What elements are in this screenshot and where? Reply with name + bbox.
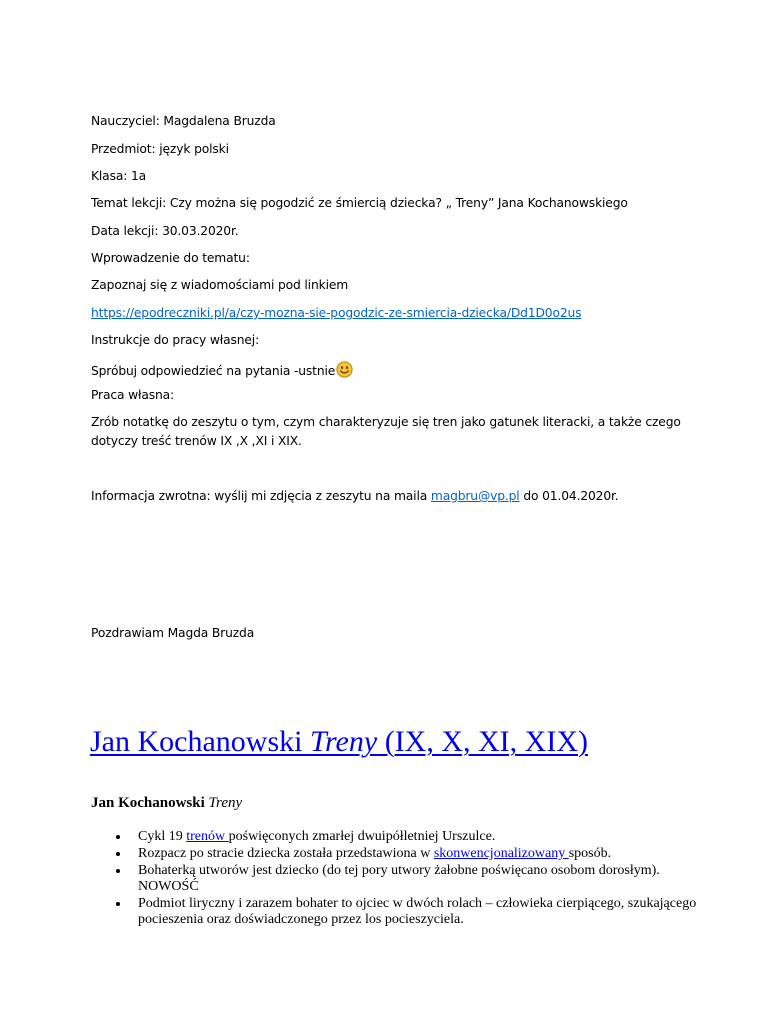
article-subtitle-prefix: Jan Kochanowski [91,795,209,811]
list-item [114,846,714,862]
instructions-text: Spróbuj odpowiedzieć na pytania -ustnie [91,364,336,378]
article-subtitle-italic: Treny [208,795,243,811]
bullet-icon [116,869,120,873]
feedback-suffix: do 01.04.2020r. [519,489,619,503]
smiley-face-icon [336,361,353,382]
bullet-text: poświęconych zmarłej dwuipółletniej Urszulce. [228,829,496,844]
article-subtitle [91,793,242,813]
own-work-heading: Praca własna: [91,388,175,402]
greeting-line: Pozdrawiam Magda Bruzda [91,626,255,640]
bullet-text: Cykl 19 [138,829,187,844]
subject-line: Przedmiot: język polski [91,142,229,156]
instructions-line [91,361,353,382]
feedback-line [91,488,619,504]
bullet-icon [116,835,120,839]
feedback-prefix: Informacja zwrotna: wyślij mi zdjęcia z zeszytu na maila [91,489,431,503]
list-item [114,896,714,928]
list-item [114,863,714,895]
trenow-link[interactable]: trenów [186,829,229,844]
intro-text: Zapoznaj się z wiadomościami pod linkiem [91,278,349,292]
class-line: Klasa: 1a [91,169,147,183]
bullet-text: Podmiot liryczny i zarazem bohater to ojciec w dwóch rolach – człowieka cierpiącego, szukającego pocieszenia oraz doświadczonego przez los pocieszyciela. [138,896,697,927]
article-title-prefix: Jan Kochanowski [90,725,310,758]
instructions-heading: Instrukcje do pracy własnej: [91,333,260,347]
bullet-icon [116,902,120,906]
topic-line: Temat lekcji: Czy można się pogodzić ze śmiercią dziecka? „ Treny” Jana Kochanowskiego [91,196,628,210]
bullet-text: sposób. [568,846,612,861]
skonwencjonalizowany-link[interactable]: skonwencjonalizowany [433,846,569,861]
intro-heading: Wprowadzenie do tematu: [91,251,250,265]
article-title-italic: Treny [309,725,378,758]
feedback-email-link[interactable]: magbru@vp.pl [430,489,520,503]
intro-link[interactable]: https://epodreczniki.pl/a/czy-mozna-sie-pogodzic-ze-smiercia-dziecka/Dd1D0o2us [91,306,582,320]
date-line: Data lekcji: 30.03.2020r. [91,224,239,238]
bullet-text: Bohaterką utworów jest dziecko (do tej pory utwory żałobne poświęcano osobom dorosłym). NOWOŚĆ [138,863,660,894]
article-bullet-list [114,829,714,929]
article-title-link[interactable] [90,722,588,762]
own-work-text: Zrób notatkę do zeszytu o tym, czym charakteryzuje się tren jako gatunek literacki, a także czego dotyczy treść trenów IX ,X ,XI i XIX. [91,415,681,448]
article-title-suffix: (IX, X, XI, XIX) [377,725,588,758]
bullet-icon [116,852,120,856]
teacher-line: Nauczyciel: Magdalena Bruzda [91,114,276,128]
bullet-text: Rozpacz po stracie dziecka została przedstawiona w [138,846,434,861]
list-item [114,829,714,845]
